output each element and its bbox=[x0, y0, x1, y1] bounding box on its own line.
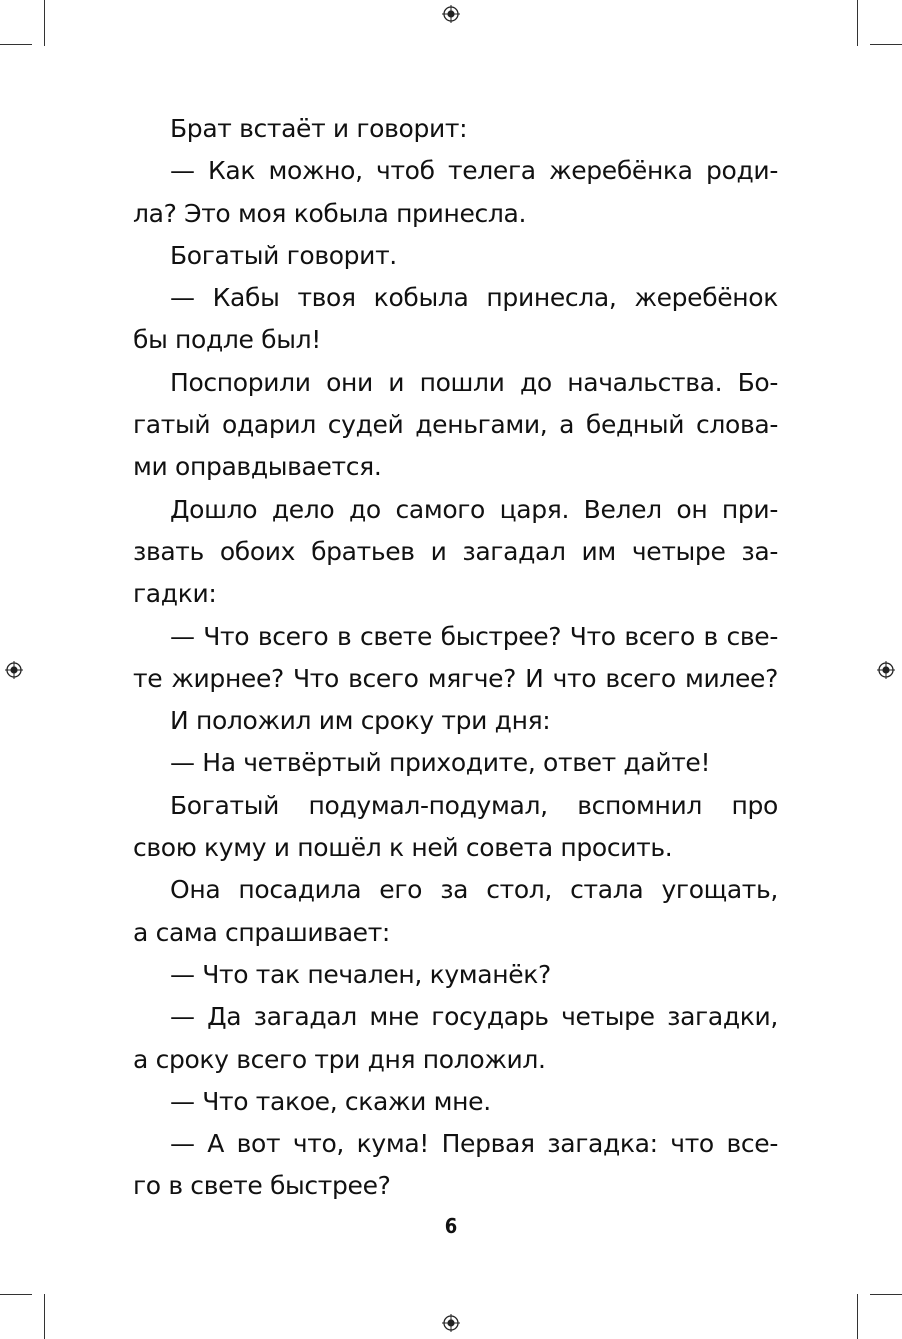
registration-mark-icon bbox=[877, 661, 895, 679]
text-line: свою куму и пошёл к ней совета просить. bbox=[133, 833, 673, 863]
registration-mark-icon bbox=[442, 5, 460, 23]
text-line: Поспорили они и пошли до начальства. Бо- bbox=[170, 367, 778, 397]
text-line: ми оправдывается. bbox=[133, 452, 382, 482]
page-number: 6 bbox=[444, 1214, 458, 1238]
text-line: а сама спрашивает: bbox=[133, 917, 390, 947]
text-line: — На четвёртый приходите, ответ дайте! bbox=[170, 748, 711, 778]
text-line: бы подле был! bbox=[133, 325, 321, 355]
text-line: — Что такое, скажи мне. bbox=[170, 1086, 491, 1116]
text-line: — Что так печален, куманёк? bbox=[170, 959, 551, 989]
text-line: — А вот что, кума! Первая загадка: что все- bbox=[170, 1129, 778, 1159]
text-line: И положил им сроку три дня: bbox=[170, 706, 551, 736]
text-line: звать обоих братьев и загадал им четыре за- bbox=[133, 536, 778, 566]
text-line: Брат встаёт и говорит: bbox=[170, 114, 468, 143]
text-line: Дошло дело до самого царя. Велел он при- bbox=[170, 494, 778, 524]
crop-mark-top-left-v bbox=[44, 0, 45, 46]
registration-mark-icon bbox=[442, 1314, 460, 1332]
text-line: а сроку всего три дня положил. bbox=[133, 1044, 546, 1074]
text-line: — Что всего в свете быстрее? Что всего в све- bbox=[170, 621, 778, 651]
crop-mark-top-right-v bbox=[857, 0, 858, 46]
crop-mark-bottom-left-v bbox=[44, 1294, 45, 1339]
page-body-text bbox=[133, 108, 778, 1208]
crop-mark-top-left-h bbox=[0, 44, 32, 45]
crop-mark-bottom-right-v bbox=[857, 1294, 858, 1339]
text-line: те жирнее? Что всего мягче? И что всего милее? bbox=[133, 663, 778, 693]
text-line: — Да загадал мне государь четыре загадки, bbox=[170, 1002, 778, 1032]
text-line: ла? Это моя кобыла принесла. bbox=[133, 198, 527, 228]
text-line: гатый одарил судей деньгами, а бедный слова- bbox=[133, 410, 778, 440]
text-line: Богатый подумал-подумал, вспомнил про bbox=[170, 790, 778, 820]
text-line: Она посадила его за стол, стала угощать, bbox=[170, 875, 778, 905]
text-line: гадки: bbox=[133, 579, 217, 609]
registration-mark-icon bbox=[5, 661, 23, 679]
text-line: го в свете быстрее? bbox=[133, 1171, 391, 1201]
crop-mark-top-right-h bbox=[870, 44, 902, 45]
crop-mark-bottom-left-h bbox=[0, 1294, 32, 1295]
text-line: — Как можно, чтоб телега жеребёнка роди- bbox=[170, 156, 778, 186]
text-line: — Кабы твоя кобыла принесла, жеребёнок bbox=[170, 283, 778, 313]
crop-mark-bottom-right-h bbox=[870, 1294, 902, 1295]
text-line: Богатый говорит. bbox=[170, 240, 397, 270]
